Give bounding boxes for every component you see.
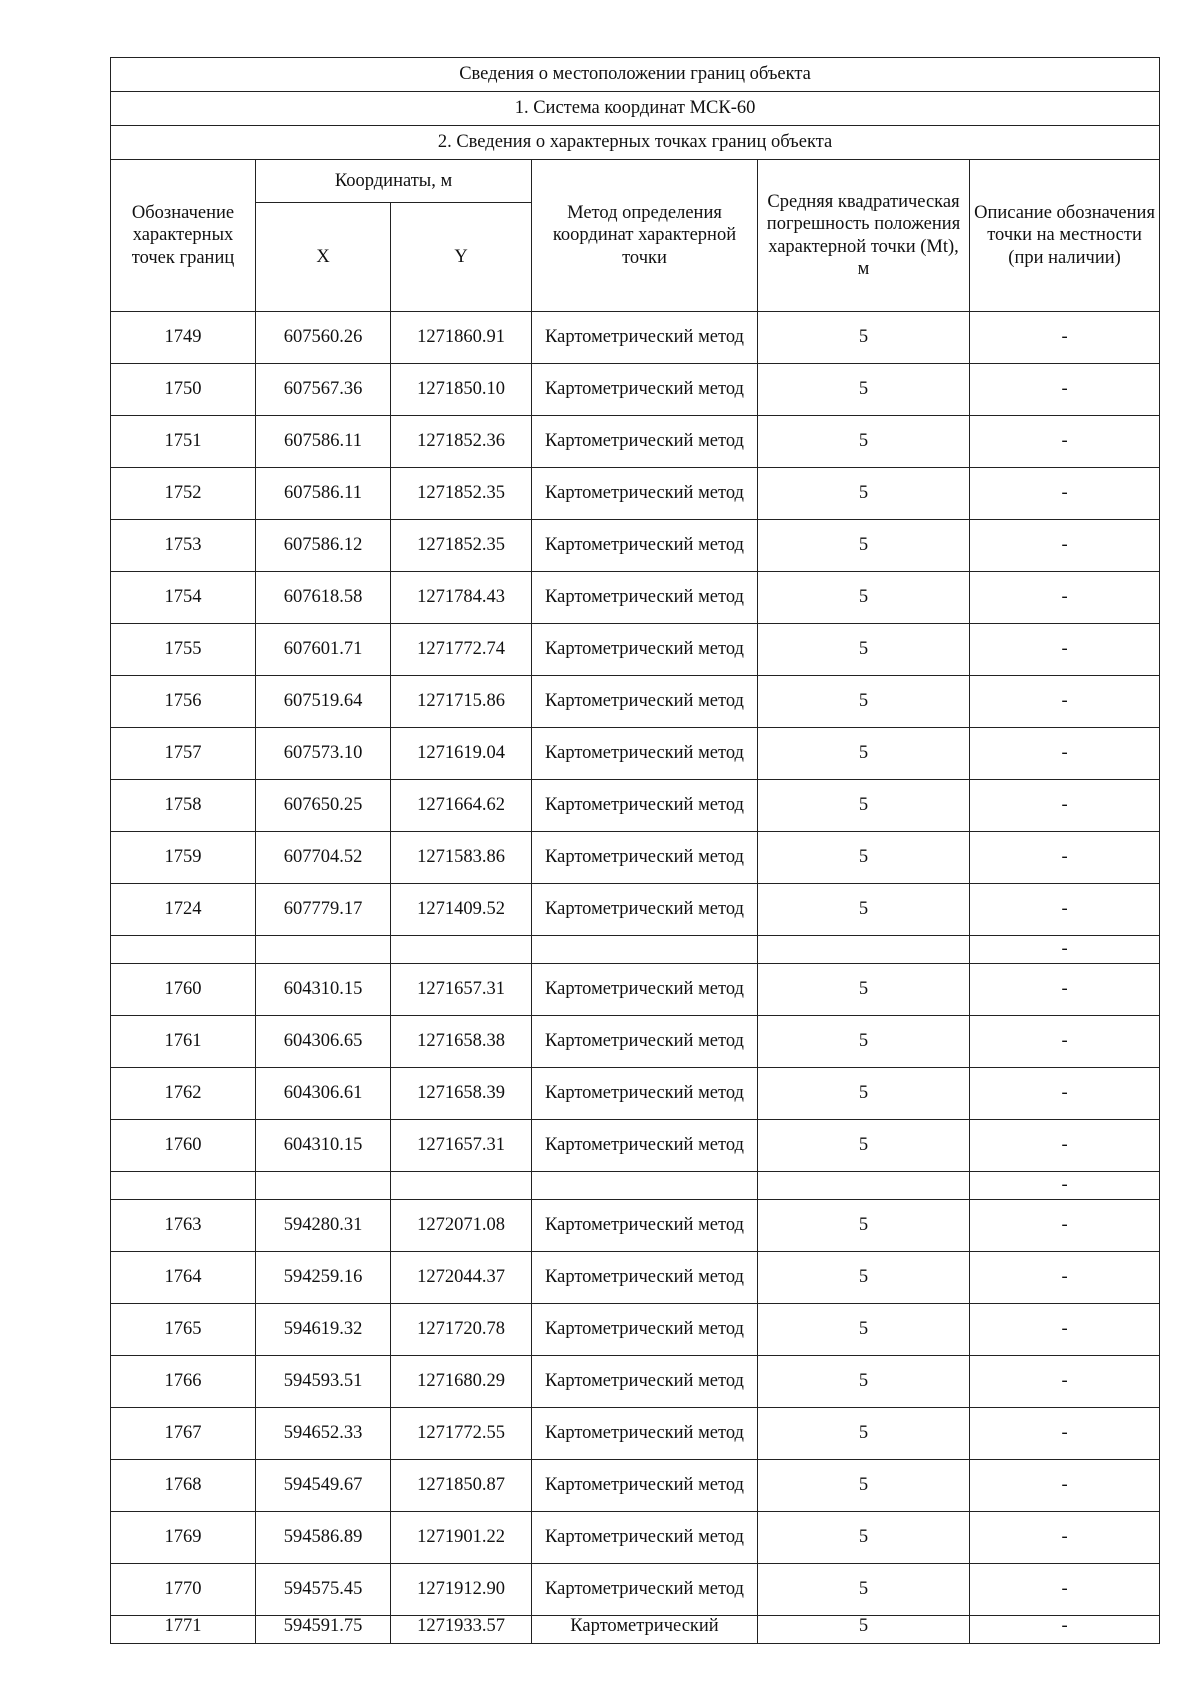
table-row <box>111 1460 1160 1512</box>
cell-error: 5 <box>758 1460 970 1512</box>
cell-desc: - <box>970 312 1160 364</box>
cell-x <box>256 1172 391 1200</box>
cell-point: 1763 <box>111 1200 256 1252</box>
cell-error: 5 <box>758 416 970 468</box>
cell-x: 607567.36 <box>256 364 391 416</box>
cell-point: 1769 <box>111 1512 256 1564</box>
cell-method <box>532 1172 758 1200</box>
cell-point <box>111 1172 256 1200</box>
cell-y: 1272044.37 <box>391 1252 532 1304</box>
cell-desc: - <box>970 1356 1160 1408</box>
cell-y: 1271720.78 <box>391 1304 532 1356</box>
cell-y: 1271657.31 <box>391 964 532 1016</box>
cell-x: 607779.17 <box>256 884 391 936</box>
cell-point: 1759 <box>111 832 256 884</box>
cell-y: 1271680.29 <box>391 1356 532 1408</box>
cell-error: 5 <box>758 1068 970 1120</box>
cell-method: Картометрический метод <box>532 1408 758 1460</box>
cell-error <box>758 1172 970 1200</box>
cell-x: 594586.89 <box>256 1512 391 1564</box>
cell-point: 1758 <box>111 780 256 832</box>
cell-desc: - <box>970 572 1160 624</box>
cell-point: 1762 <box>111 1068 256 1120</box>
cell-point: 1765 <box>111 1304 256 1356</box>
cell-point: 1754 <box>111 572 256 624</box>
cell-desc: - <box>970 1068 1160 1120</box>
cell-x: 607650.25 <box>256 780 391 832</box>
cell-y: 1271933.57 <box>391 1616 532 1644</box>
cell-point: 1771 <box>111 1616 256 1644</box>
cell-x: 607704.52 <box>256 832 391 884</box>
cell-x: 607560.26 <box>256 312 391 364</box>
cell-error: 5 <box>758 520 970 572</box>
cell-method: Картометрический метод <box>532 884 758 936</box>
cell-desc: - <box>970 416 1160 468</box>
cell-point: 1768 <box>111 1460 256 1512</box>
cell-method: Картометрический метод <box>532 1512 758 1564</box>
cell-method: Картометрический метод <box>532 1356 758 1408</box>
cell-point: 1751 <box>111 416 256 468</box>
cell-y: 1271619.04 <box>391 728 532 780</box>
cell-error: 5 <box>758 1356 970 1408</box>
header-y: Y <box>391 203 532 312</box>
table-row <box>111 1120 1160 1172</box>
cell-desc: - <box>970 780 1160 832</box>
cell-error: 5 <box>758 676 970 728</box>
cell-error: 5 <box>758 832 970 884</box>
cell-x: 607586.11 <box>256 416 391 468</box>
cell-error: 5 <box>758 468 970 520</box>
cell-desc: - <box>970 1512 1160 1564</box>
cell-method: Картометрический метод <box>532 364 758 416</box>
cell-error: 5 <box>758 1408 970 1460</box>
cell-x: 594549.67 <box>256 1460 391 1512</box>
table-row <box>111 676 1160 728</box>
cell-desc: - <box>970 832 1160 884</box>
cell-method: Картометрический метод <box>532 964 758 1016</box>
table-row <box>111 1304 1160 1356</box>
table-row <box>111 520 1160 572</box>
cell-method: Картометрический метод <box>532 312 758 364</box>
cell-x: 604310.15 <box>256 964 391 1016</box>
table-row <box>111 964 1160 1016</box>
table-row <box>111 1252 1160 1304</box>
cell-y: 1271850.10 <box>391 364 532 416</box>
table-row <box>111 1016 1160 1068</box>
header-point-designation: Обозначение характерных точек границ <box>111 160 256 312</box>
cell-y: 1271901.22 <box>391 1512 532 1564</box>
cell-point: 1749 <box>111 312 256 364</box>
cell-y: 1271860.91 <box>391 312 532 364</box>
cell-method: Картометрический метод <box>532 728 758 780</box>
cell-error: 5 <box>758 364 970 416</box>
cell-error: 5 <box>758 1016 970 1068</box>
cell-desc: - <box>970 1252 1160 1304</box>
table-row <box>111 1068 1160 1120</box>
cell-method: Картометрический метод <box>532 1120 758 1172</box>
cell-desc: - <box>970 676 1160 728</box>
cell-y: 1271658.39 <box>391 1068 532 1120</box>
header-description: Описание обозначения точки на местности (при наличии) <box>970 160 1160 312</box>
cell-y: 1271409.52 <box>391 884 532 936</box>
cell-desc: - <box>970 1120 1160 1172</box>
cell-y: 1271583.86 <box>391 832 532 884</box>
table-row <box>111 936 1160 964</box>
header-error: Средняя квадратическая погрешность положения характерной точки (Mt), м <box>758 160 970 312</box>
cell-method: Картометрический метод <box>532 468 758 520</box>
cell-error: 5 <box>758 728 970 780</box>
cell-point: 1760 <box>111 1120 256 1172</box>
table-row <box>111 416 1160 468</box>
cell-x: 604306.65 <box>256 1016 391 1068</box>
cell-error: 5 <box>758 624 970 676</box>
cell-method: Картометрический метод <box>532 676 758 728</box>
cell-point: 1755 <box>111 624 256 676</box>
cell-method: Картометрический метод <box>532 416 758 468</box>
table-row <box>111 780 1160 832</box>
cell-method: Картометрический метод <box>532 780 758 832</box>
cell-point: 1757 <box>111 728 256 780</box>
cell-point: 1753 <box>111 520 256 572</box>
cell-x: 594575.45 <box>256 1564 391 1616</box>
cell-error: 5 <box>758 572 970 624</box>
cell-desc: - <box>970 1460 1160 1512</box>
table-row <box>111 1408 1160 1460</box>
cell-desc: - <box>970 364 1160 416</box>
cell-method <box>532 936 758 964</box>
header-method: Метод определения координат характерной точки <box>532 160 758 312</box>
cell-x: 594280.31 <box>256 1200 391 1252</box>
cell-error <box>758 936 970 964</box>
cell-error: 5 <box>758 884 970 936</box>
cell-y: 1271772.55 <box>391 1408 532 1460</box>
cell-error: 5 <box>758 1252 970 1304</box>
cell-y: 1271784.43 <box>391 572 532 624</box>
cell-x: 594259.16 <box>256 1252 391 1304</box>
table-row <box>111 624 1160 676</box>
table-row <box>111 312 1160 364</box>
cell-y <box>391 936 532 964</box>
table-row <box>111 364 1160 416</box>
table-row <box>111 832 1160 884</box>
cell-y: 1271715.86 <box>391 676 532 728</box>
cell-desc: - <box>970 520 1160 572</box>
cell-desc: - <box>970 1616 1160 1644</box>
cell-x: 604306.61 <box>256 1068 391 1120</box>
coordinate-system-heading: 1. Система координат МСК-60 <box>111 92 1160 126</box>
table-row <box>111 1564 1160 1616</box>
cell-error: 5 <box>758 1616 970 1644</box>
cell-point: 1750 <box>111 364 256 416</box>
cell-method: Картометрический метод <box>532 1200 758 1252</box>
cell-desc: - <box>970 936 1160 964</box>
cell-method: Картометрический метод <box>532 572 758 624</box>
cell-method: Картометрический метод <box>532 1068 758 1120</box>
cell-method: Картометрический <box>532 1616 758 1644</box>
cell-x: 594591.75 <box>256 1616 391 1644</box>
table-row <box>111 468 1160 520</box>
header-x: X <box>256 203 391 312</box>
cell-error: 5 <box>758 1120 970 1172</box>
cell-point: 1767 <box>111 1408 256 1460</box>
cell-error: 5 <box>758 1304 970 1356</box>
cell-method: Картометрический метод <box>532 1016 758 1068</box>
cell-point: 1760 <box>111 964 256 1016</box>
cell-y: 1271657.31 <box>391 1120 532 1172</box>
cell-x: 607519.64 <box>256 676 391 728</box>
cell-y: 1271852.36 <box>391 416 532 468</box>
cell-error: 5 <box>758 964 970 1016</box>
cell-x <box>256 936 391 964</box>
cell-y: 1271912.90 <box>391 1564 532 1616</box>
table-row <box>111 728 1160 780</box>
cell-desc: - <box>970 1016 1160 1068</box>
cell-x: 607586.11 <box>256 468 391 520</box>
cell-y: 1271664.62 <box>391 780 532 832</box>
cell-x: 607601.71 <box>256 624 391 676</box>
cell-x: 604310.15 <box>256 1120 391 1172</box>
cell-desc: - <box>970 1172 1160 1200</box>
cell-y: 1271852.35 <box>391 468 532 520</box>
cell-desc: - <box>970 1304 1160 1356</box>
cell-y <box>391 1172 532 1200</box>
cell-method: Картометрический метод <box>532 520 758 572</box>
cell-point: 1756 <box>111 676 256 728</box>
cell-point: 1764 <box>111 1252 256 1304</box>
cell-y: 1272071.08 <box>391 1200 532 1252</box>
boundary-points-table <box>110 57 1160 1644</box>
cell-x: 594593.51 <box>256 1356 391 1408</box>
cell-error: 5 <box>758 312 970 364</box>
cell-desc: - <box>970 1564 1160 1616</box>
cell-method: Картометрический метод <box>532 1460 758 1512</box>
cell-point: 1766 <box>111 1356 256 1408</box>
cell-method: Картометрический метод <box>532 1304 758 1356</box>
table-row <box>111 1356 1160 1408</box>
cell-x: 607573.10 <box>256 728 391 780</box>
cell-x: 594652.33 <box>256 1408 391 1460</box>
cell-desc: - <box>970 728 1160 780</box>
cell-method: Картометрический метод <box>532 624 758 676</box>
cell-error: 5 <box>758 780 970 832</box>
cell-desc: - <box>970 624 1160 676</box>
cell-point: 1761 <box>111 1016 256 1068</box>
table-row <box>111 1616 1160 1644</box>
table-row <box>111 572 1160 624</box>
cell-point <box>111 936 256 964</box>
cell-error: 5 <box>758 1564 970 1616</box>
table-row <box>111 884 1160 936</box>
header-coordinates: Координаты, м <box>256 160 532 203</box>
cell-error: 5 <box>758 1200 970 1252</box>
cell-desc: - <box>970 468 1160 520</box>
cell-method: Картометрический метод <box>532 1564 758 1616</box>
cell-point: 1770 <box>111 1564 256 1616</box>
points-section-heading: 2. Сведения о характерных точках границ объекта <box>111 126 1160 160</box>
cell-method: Картометрический метод <box>532 1252 758 1304</box>
cell-y: 1271850.87 <box>391 1460 532 1512</box>
cell-x: 594619.32 <box>256 1304 391 1356</box>
cell-point: 1752 <box>111 468 256 520</box>
table-row <box>111 1172 1160 1200</box>
document-title: Сведения о местоположении границ объекта <box>111 58 1160 92</box>
cell-desc: - <box>970 884 1160 936</box>
cell-error: 5 <box>758 1512 970 1564</box>
cell-desc: - <box>970 964 1160 1016</box>
cell-x: 607618.58 <box>256 572 391 624</box>
cell-desc: - <box>970 1200 1160 1252</box>
cell-x: 607586.12 <box>256 520 391 572</box>
table-row <box>111 1200 1160 1252</box>
cell-point: 1724 <box>111 884 256 936</box>
cell-y: 1271852.35 <box>391 520 532 572</box>
cell-method: Картометрический метод <box>532 832 758 884</box>
table-row <box>111 1512 1160 1564</box>
cell-y: 1271772.74 <box>391 624 532 676</box>
cell-desc: - <box>970 1408 1160 1460</box>
cell-y: 1271658.38 <box>391 1016 532 1068</box>
